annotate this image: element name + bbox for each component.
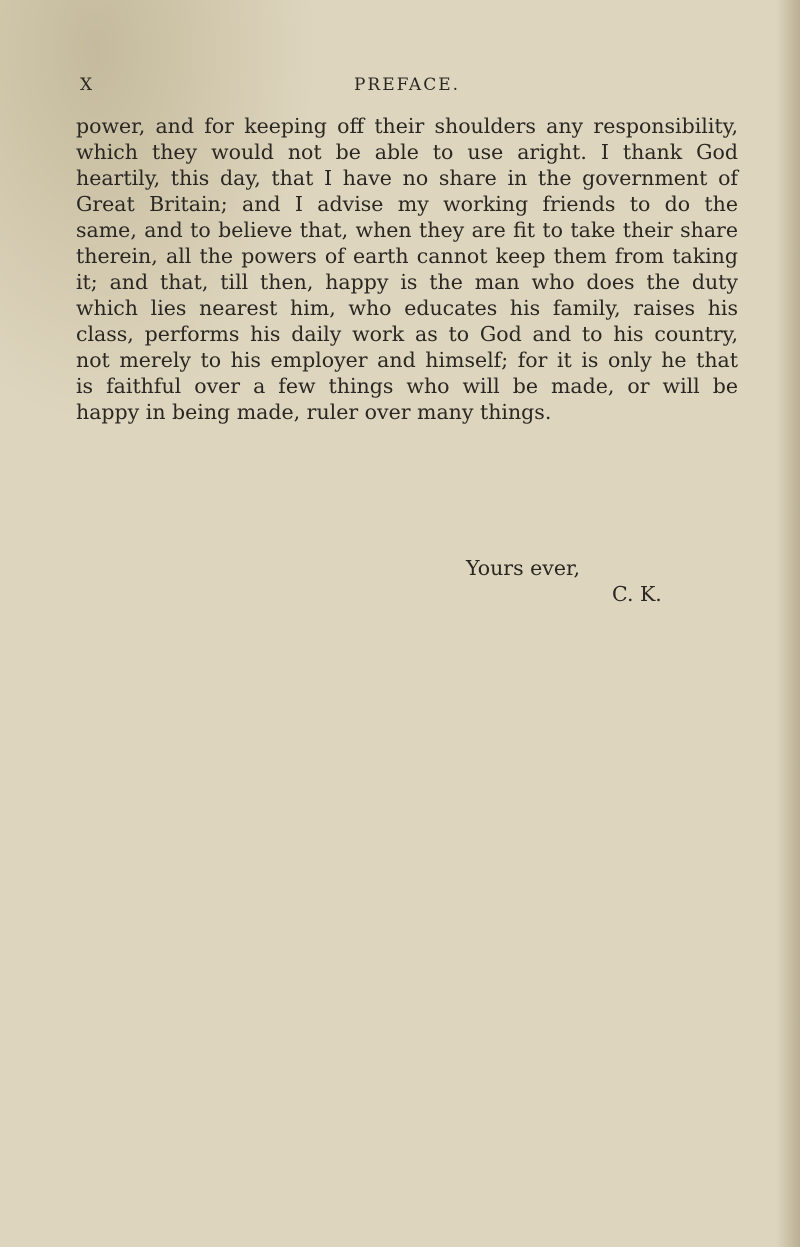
text-line: Great Britain; and I advise my working friends to do the (76, 192, 738, 216)
text-line: it; and that, till then, happy is the man who does the duty (76, 270, 738, 294)
text-line: class, performs his daily work as to God and to his country, (76, 322, 738, 346)
body-paragraph (76, 113, 738, 425)
text-line: therein, all the powers of earth cannot keep them from taking (76, 244, 738, 268)
text-line: heartily, this day, that I have no share in the government of (76, 166, 738, 190)
page-number: X (80, 75, 94, 95)
text-line: is faithful over a few things who will be made, or will be (76, 374, 738, 398)
text-line: not merely to his employer and himself; for it is only he that (76, 348, 738, 372)
signature: C. K. (612, 582, 662, 606)
valediction: Yours ever, (466, 556, 581, 580)
text-line: which they would not be able to use aright. I thank God (76, 140, 738, 164)
running-head (76, 75, 738, 101)
text-line: which lies nearest him, who educates his family, raises his (76, 296, 738, 320)
page-title: PREFACE. (353, 75, 461, 95)
text-line: same, and to believe that, when they are fit to take their share (76, 218, 738, 242)
text-line: power, and for keeping off their shoulders any responsibility, (76, 114, 738, 138)
text-line: happy in being made, ruler over many things. (76, 400, 552, 424)
